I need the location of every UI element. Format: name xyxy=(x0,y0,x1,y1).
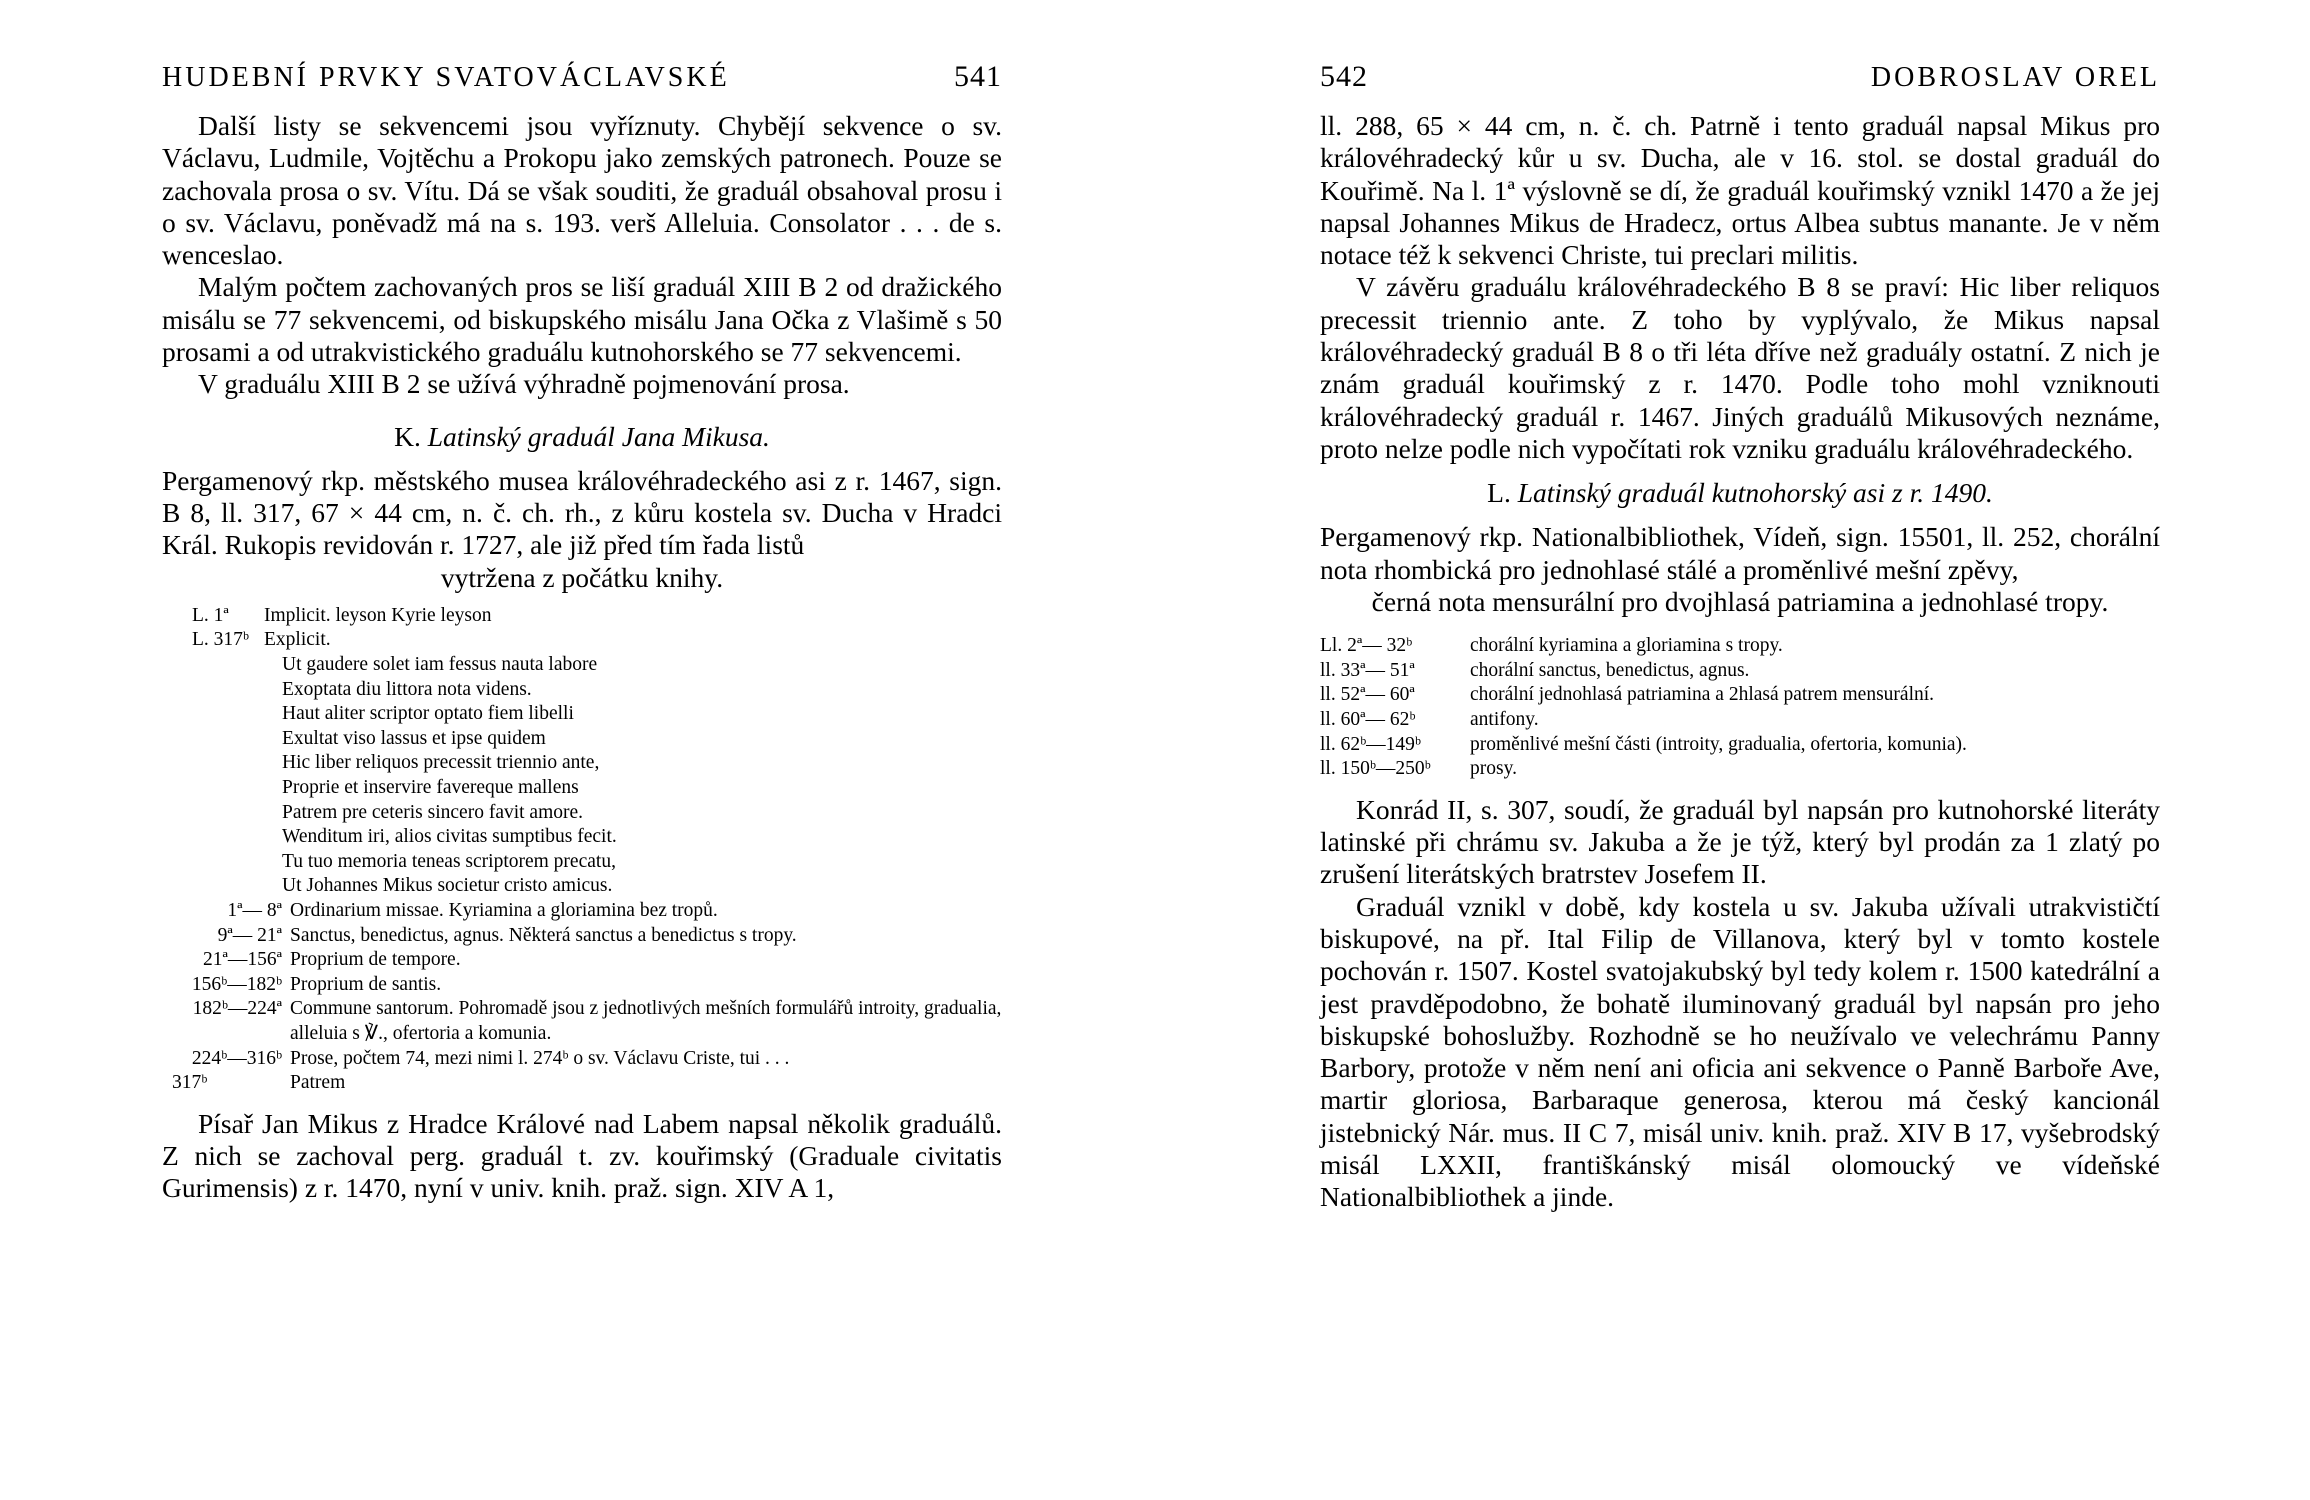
section-letter: K. xyxy=(394,420,421,452)
running-head-title: DOBROSLAV OREL xyxy=(1870,62,2160,93)
description-last-line: černá nota mensurální pro dvojhlasá patriamina a jednohlasé tropy. xyxy=(1371,585,2109,617)
folio-label: 224ᵇ—316ᵇ xyxy=(191,1047,282,1069)
verse-line: Hic liber reliquos precessit triennio ante, xyxy=(282,752,600,774)
folio-label: 21ª—156ª xyxy=(202,949,282,971)
paragraph: ll. 288, 65 × 44 cm, n. č. ch. Patrně i tento graduál napsal Mikus pro královéhradecký kůr u sv. Ducha, ale v 16. stol. se dostal graduál do Kouřimě. Na l. 1ª výslovně se dí, že graduál kouřimský vznikl 1470 a že jej napsal Johannes Mikus de Hradecz, ortus Albea subtus manante. Je v něm notace též k sekvenci Christe, tui preclari militis. xyxy=(1320,110,2160,271)
item-text: antifony. xyxy=(1470,708,1539,730)
description-last-line: vytržena z počátku knihy. xyxy=(440,561,724,593)
folio-label: 317ᵇ xyxy=(172,1072,208,1094)
list-item xyxy=(172,948,1002,973)
paragraph: Písař Jan Mikus z Hradce Králové nad Labem napsal několik graduálů. Z nich se zachoval perg. graduál t. zv. kouřimský (Graduale civitatis Gurimensis) z r. 1470, nyní v univ. knih. praž. sign. XIV A 1, xyxy=(162,1107,1002,1204)
section-heading xyxy=(162,421,1002,453)
folio-label: ll. 52ª— 60ª xyxy=(1320,684,1415,706)
verse-line: Ut gaudere solet iam fessus nauta labore xyxy=(282,654,598,676)
verse-line: Tu tuo memoria teneas scriptorem precatu, xyxy=(282,850,616,872)
folio-label: ll. 150ᵇ—250ᵇ xyxy=(1320,758,1431,780)
item-text: Explicit. xyxy=(264,629,331,651)
description-text: Pergamenový rkp. Nationalbibliothek, Vídeň, sign. 15501, ll. 252, chorální nota rhombická pro jednohlasé stálé a proměnlivé mešní zpěvy, xyxy=(1320,521,2160,585)
list-item xyxy=(172,1047,1002,1072)
item-text: Sanctus, benedictus, agnus. Některá sanctus a benedictus s tropy. xyxy=(290,924,797,946)
item-text: Commune santorum. Pohromadě jsou z jednotlivých mešních formulářů introity, gradualia, alleluia s ℣., ofertoria a komunia. xyxy=(290,998,1002,1044)
contents-list xyxy=(1320,634,2160,782)
folio-label: 182ᵇ—224ª xyxy=(192,998,282,1020)
folio-label: L. 1ª xyxy=(192,604,229,626)
verse-line: Patrem pre ceteris sincero favit amore. xyxy=(282,801,584,823)
paragraph: Malým počtem zachovaných pros se liší graduál XIII B 2 od dražického misálu se 77 sekvencemi, od biskupského misálu Jana Očka z Vlašimě s 50 prosami a od utrakvistického graduálu kutnohorského se 77 sekvencemi. xyxy=(162,271,1002,368)
item-text: Ordinarium missae. Kyriamina a gloriamina bez tropů. xyxy=(290,899,718,921)
page-number: 542 xyxy=(1320,60,1368,93)
manuscript-description xyxy=(162,465,1002,594)
section-heading xyxy=(1320,477,2160,509)
item-text: Proprium de tempore. xyxy=(290,949,461,971)
folio-label: ll. 33ª— 51ª xyxy=(1320,659,1415,681)
list-item xyxy=(192,628,1002,653)
folio-label: ll. 60ª— 62ᵇ xyxy=(1320,708,1416,730)
item-text: Patrem xyxy=(290,1072,346,1094)
running-head-right xyxy=(1320,60,2160,100)
item-text: chorální jednohlasá patriamina a 2hlasá patrem mensurální. xyxy=(1470,684,1935,706)
list-item xyxy=(1320,733,2160,758)
verse-line: Ut Johannes Mikus societur cristo amicus. xyxy=(282,875,613,897)
left-text-column xyxy=(162,60,1002,1205)
running-head-title: HUDEBNÍ PRVKY SVATOVÁCLAVSKÉ xyxy=(162,62,730,93)
colophon-verses xyxy=(192,653,1002,899)
paragraph: Graduál vznikl v době, kdy kostela u sv. Jakuba užívali utrakvističtí biskupové, na př. Ital Filip de Villanova, který byl v tomto kostele pochován r. 1507. Kostel svatojakubský byl tedy kolem r. 1500 katedrální a jest pravděpodobno, že bohatě iluminovaný graduál byl napsán pro jeho biskupské bohoslužby. Rozhodně se ho neužívalo ve velechrámu Panny Barbory, protože v něm není ani oficia ani sekvence o Panně Barboře Ave, martir gloriosa, Barbaraque generosa, kterou má český kancionál jistebnický Nár. mus. II C 7, misál univ. knih. praž. XIV B 17, vyšebrodský misál LXXII, františkánský misál olomoucký ve vídeňské Nationalbibliothek a jinde. xyxy=(1320,890,2160,1213)
folio-label: 156ᵇ—182ᵇ xyxy=(191,973,282,995)
description-text: Pergamenový rkp. městského musea královéhradeckého asi z r. 1467, sign. B 8, ll. 317, 67 × 44 cm, n. č. ch. rh., z kůru kostela sv. Ducha v Hradci Král. Rukopis revidován r. 1727, ale již před tím řada listů xyxy=(162,464,1002,561)
section-letter: L. xyxy=(1487,477,1511,509)
folio-label: Ll. 2ª— 32ᵇ xyxy=(1320,635,1413,657)
running-head-left xyxy=(162,60,1002,100)
item-text: prosy. xyxy=(1470,758,1517,780)
verse-line: Exultat viso lassus et ipse quidem xyxy=(282,727,546,749)
contents-list xyxy=(172,604,1002,1096)
verse-line: Exoptata diu littora nota videns. xyxy=(282,678,532,700)
section-title: Latinský graduál Jana Mikusa. xyxy=(427,420,770,452)
item-text: Prose, počtem 74, mezi nimi l. 274ᵇ o sv. Václavu Criste, tui . . . xyxy=(290,1047,790,1069)
list-item xyxy=(172,997,1002,1046)
list-item xyxy=(1320,683,2160,708)
folio-label: 1ª— 8ª xyxy=(227,899,282,921)
list-item xyxy=(172,899,1002,924)
folio-label: ll. 62ᵇ—149ᵇ xyxy=(1320,733,1421,755)
list-item xyxy=(172,924,1002,949)
section-title: Latinský graduál kutnohorský asi z r. 1490. xyxy=(1517,477,1993,509)
list-item xyxy=(172,973,1002,998)
list-item xyxy=(172,1071,1002,1096)
folio-label: 9ª— 21ª xyxy=(217,924,282,946)
list-item xyxy=(1320,708,2160,733)
list-item xyxy=(1320,659,2160,684)
right-page xyxy=(1155,0,2310,1500)
item-text: Proprium de santis. xyxy=(290,973,442,995)
verse-line: Wenditum iri, alios civitas sumptibus fecit. xyxy=(282,826,617,848)
item-text: chorální kyriamina a gloriamina s tropy. xyxy=(1470,635,1783,657)
list-item xyxy=(192,604,1002,629)
item-text: Implicit. leyson Kyrie leyson xyxy=(264,604,492,626)
paragraph: V závěru graduálu královéhradeckého B 8 se praví: Hic liber reliquos precessit triennio ante. Z toho by vyplývalo, že Mikus napsal královéhradecký graduál B 8 o tři léta dříve než graduály ostatní. Z nich je znám graduál kouřimský z r. 1470. Podle toho mohl vzniknouti královéhradecký graduál r. 1467. Jiných graduálů Mikusových neznáme, proto nelze podle nich vypočítati rok vzniku graduálu královéhradeckého. xyxy=(1320,271,2160,464)
verse-line: Proprie et inservire favereque mallens xyxy=(282,777,579,799)
item-text: chorální sanctus, benedictus, agnus. xyxy=(1470,659,1750,681)
paragraph: Konrád II, s. 307, soudí, že graduál byl napsán pro kutnohorské literáty latinské při chrámu sv. Jakuba a že je týž, který byl prodán za 1 zlatý po zrušení literátských bratrstev Josefem II. xyxy=(1320,793,2160,890)
folio-label: L. 317ᵇ xyxy=(192,629,249,651)
right-text-column xyxy=(1320,60,2160,1214)
verse-line: Haut aliter scriptor optato fiem libelli xyxy=(282,703,574,725)
paragraph: V graduálu XIII B 2 se užívá výhradně pojmenování prosa. xyxy=(198,368,850,400)
list-item xyxy=(1320,757,2160,782)
list-item xyxy=(1320,634,2160,659)
item-text: proměnlivé mešní části (introity, gradualia, ofertoria, komunia). xyxy=(1470,733,1967,755)
manuscript-description xyxy=(1320,521,2160,618)
paragraph: Další listy se sekvencemi jsou vyříznuty. Chybějí sekvence o sv. Václavu, Ludmile, Vojtěchu a Prokopu jako zemských patronech. Pouze se zachovala prosa o sv. Vítu. Dá se však souditi, že graduál obsahoval prosu i o sv. Václavu, poněvadž má na s. 193. verš Alleluia. Consolator . . . de s. wenceslao. xyxy=(162,110,1002,271)
page-number: 541 xyxy=(954,60,1002,93)
